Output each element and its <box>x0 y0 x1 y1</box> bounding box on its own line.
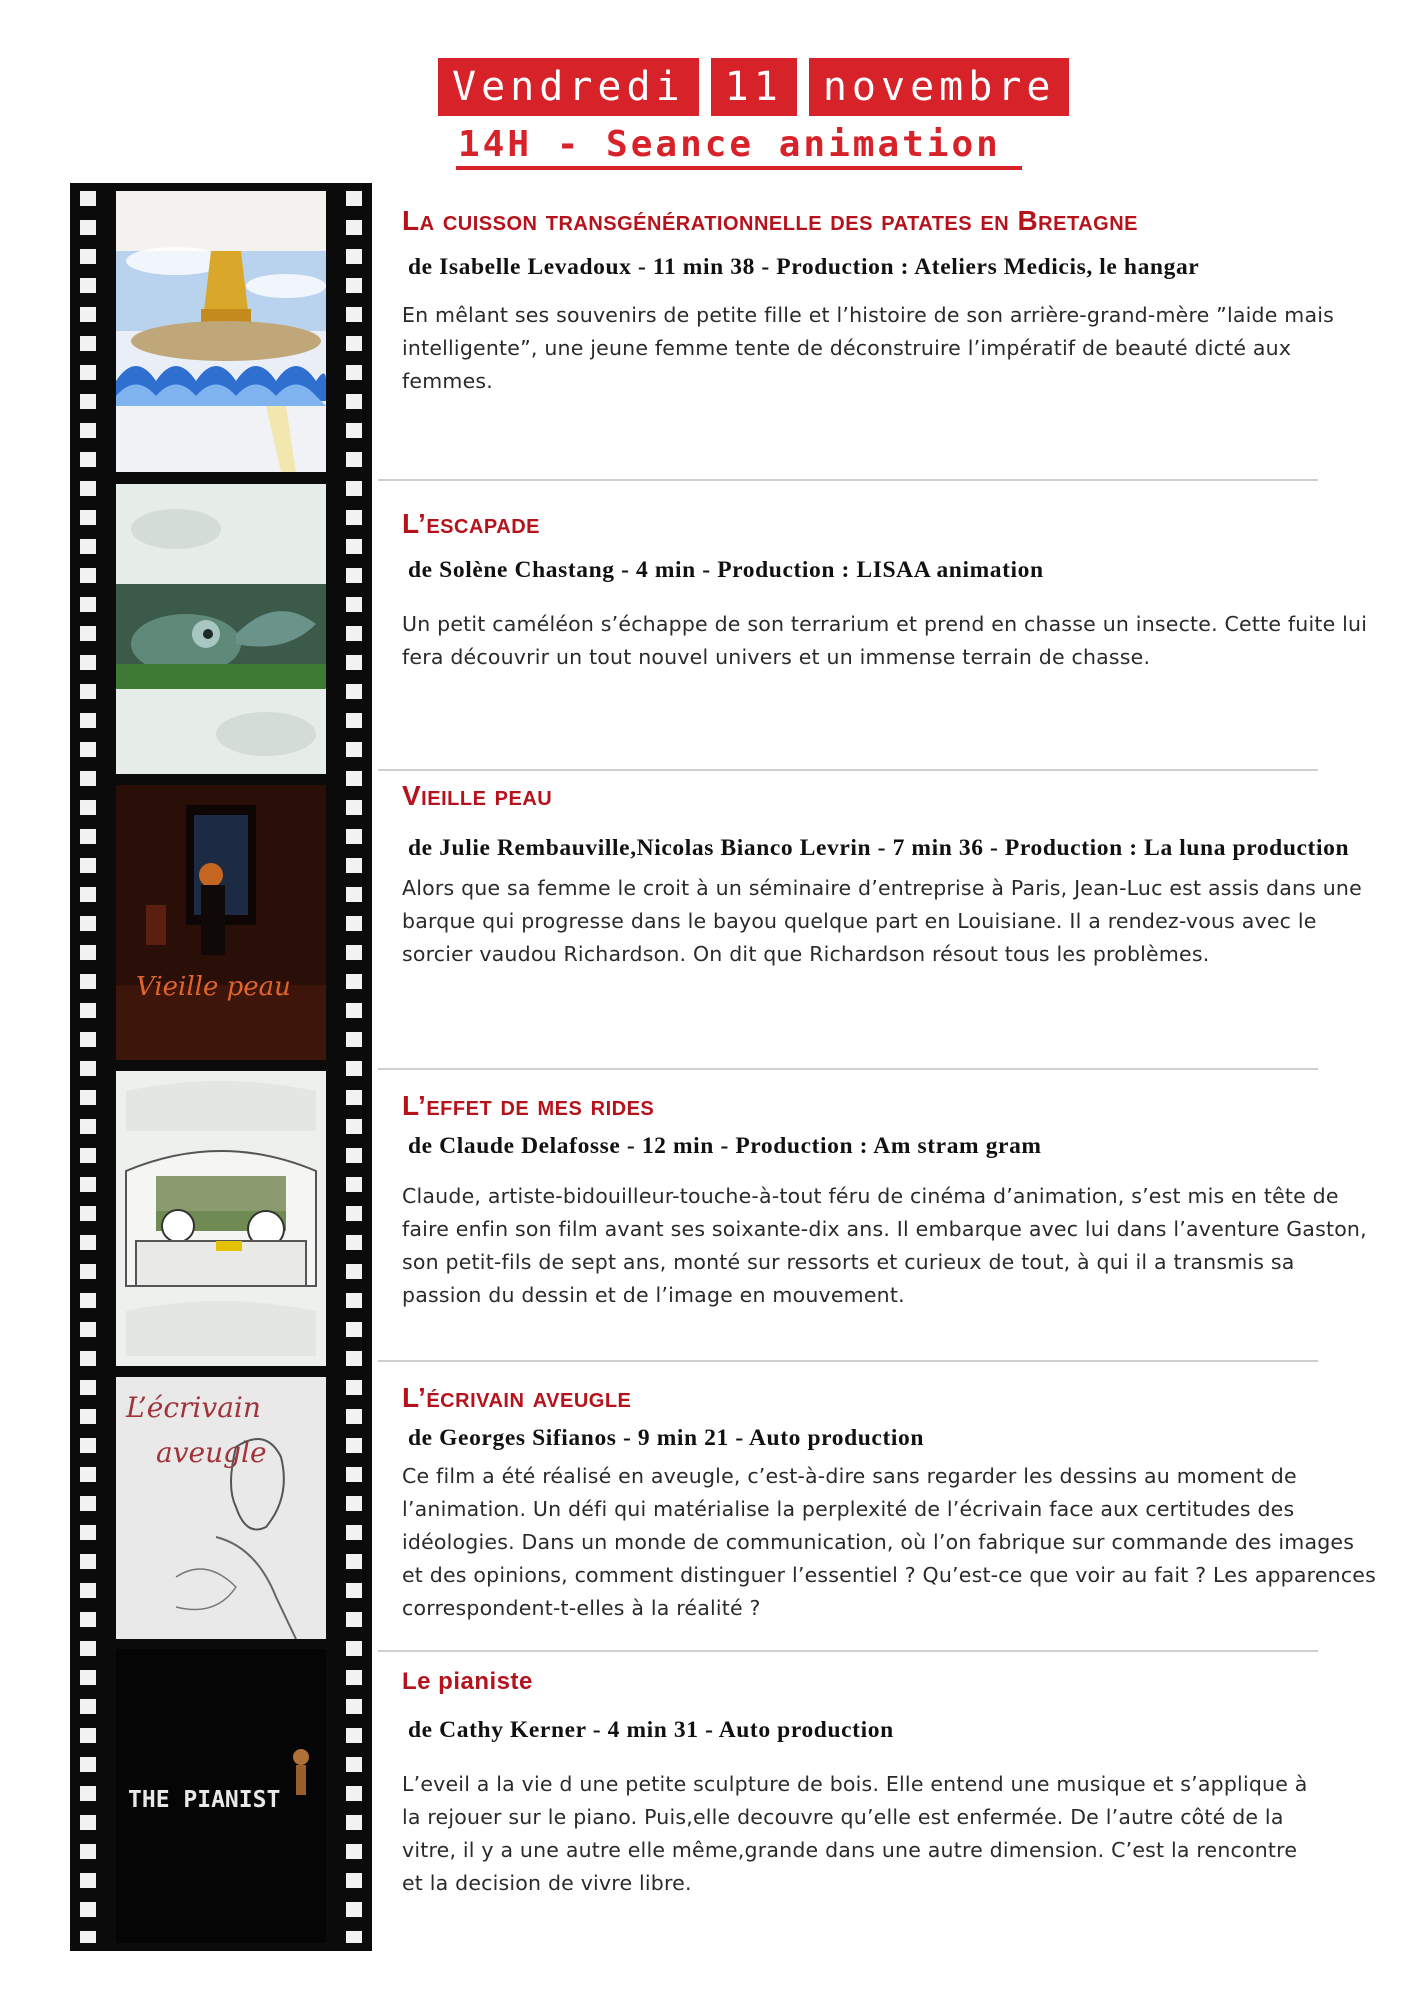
film-title: L’effet de mes rides <box>402 1090 655 1121</box>
film-frame-vieille-peau <box>116 785 326 1060</box>
film-description: Alors que sa femme le croit à un séminaire d’entreprise à Paris, Jean-Luc est assis dans une barque qui progresse dans le bayou quelque part en Louisiane. Il a rendez-vous avec le sorcier vaudou Richardson. On dit que Richardson résout tous les problèmes. <box>402 876 1362 966</box>
film-description: Un petit caméléon s’échappe de son terrarium et prend en chasse un insecte. Cette fuite lui fera découvrir un tout nouvel univers et un immense terrain de chasse. <box>402 612 1368 669</box>
session-subtitle: 14H - Seance animation <box>458 124 1001 165</box>
film-entry <box>402 1668 1377 1900</box>
poster-title-line-2: aveugle <box>156 1436 267 1469</box>
film-description: L’eveil a la vie d une petite sculpture de bois. Elle entend une musique et s’applique à la rejouer sur le piano. Puis,elle decouvre qu’elle est enfermée. De l’autre côté de la vitre, il y a une autre elle même,grande dans une autre dimension. C’est la rencontre et la decision de vivre libre. <box>402 1772 1308 1895</box>
poster-title: THE PIANIST <box>128 1787 281 1813</box>
header-date: 11 <box>711 58 797 116</box>
film-perforations-left <box>80 191 96 1943</box>
poster-title-line-1: L’écrivain <box>126 1391 261 1424</box>
film-credits: de Isabelle Levadoux - 11 min 38 - Production : Ateliers Medicis, le hangar <box>408 254 1200 280</box>
entry-separator <box>378 1650 1318 1652</box>
film-title: L’escapade <box>402 508 540 539</box>
film-entry <box>402 205 1377 398</box>
film-title: Le pianiste <box>402 1668 533 1695</box>
entry-separator <box>378 1068 1318 1070</box>
entry-separator <box>378 769 1318 771</box>
poster-title: Vieille peau <box>136 972 291 1002</box>
film-description: En mêlant ses souvenirs de petite fille et l’histoire de son arrière-grand-mère ”laide mais intelligente”, une jeune femme tente de déconstruire l’impératif de beauté dicté aux femmes. <box>402 303 1334 393</box>
subtitle-underline <box>456 166 1022 170</box>
film-description: Ce film a été réalisé en aveugle, c’est-à-dire sans regarder les dessins au moment de l’animation. Un défi qui matérialise la perplexité de l’écrivain face aux certitudes des idéologies. Dans un monde de communication, où l’on fabrique sur commande des images et des opinions, comment distinguer l’essentiel ? Qu’est-ce que voir au fait ? Les apparences correspondent-t-elles à la réalité ? <box>402 1464 1376 1620</box>
film-frame-effet-rides <box>116 1071 326 1366</box>
header-month: novembre <box>809 58 1070 116</box>
entry-separator <box>378 1360 1318 1362</box>
film-description: Claude, artiste-bidouilleur-touche-à-tout féru de cinéma d’animation, s’est mis en tête de faire enfin son film avant ses soixante-dix ans. Il embarque avec lui dans l’aventure Gaston, son petit-fils de sept ans, monté sur ressorts et curieux de tout, à qui il a transmis sa passion du dessin et de l’image en mouvement. <box>402 1184 1367 1307</box>
film-frame-escapade <box>116 484 326 774</box>
film-entry <box>402 780 1377 971</box>
film-title: La cuisson transgénérationnelle des patates en Bretagne <box>402 205 1138 236</box>
film-strip <box>70 183 372 1951</box>
entry-separator <box>378 479 1318 481</box>
film-entry <box>402 1382 1377 1625</box>
film-entry <box>402 508 1377 674</box>
film-perforations-right <box>346 191 362 1943</box>
film-title: Vieille peau <box>402 780 553 811</box>
film-frame-ecrivain-aveugle <box>116 1377 326 1639</box>
film-frame-pianiste <box>116 1649 326 1943</box>
film-title: L’écrivain aveugle <box>402 1382 632 1413</box>
film-credits: de Claude Delafosse - 12 min - Production : Am stram gram <box>408 1133 1042 1159</box>
film-entry <box>402 1090 1377 1312</box>
header-day: Vendredi <box>438 58 699 116</box>
film-credits: de Cathy Kerner - 4 min 31 - Auto production <box>408 1717 894 1743</box>
film-credits: de Georges Sifianos - 9 min 21 - Auto production <box>408 1425 925 1451</box>
film-frame-patates <box>116 191 326 472</box>
film-credits: de Julie Rembauville,Nicolas Bianco Levrin - 7 min 36 - Production : La luna production <box>408 835 1350 861</box>
film-credits: de Solène Chastang - 4 min - Production : LISAA animation <box>408 557 1044 583</box>
page-header <box>438 58 1069 116</box>
